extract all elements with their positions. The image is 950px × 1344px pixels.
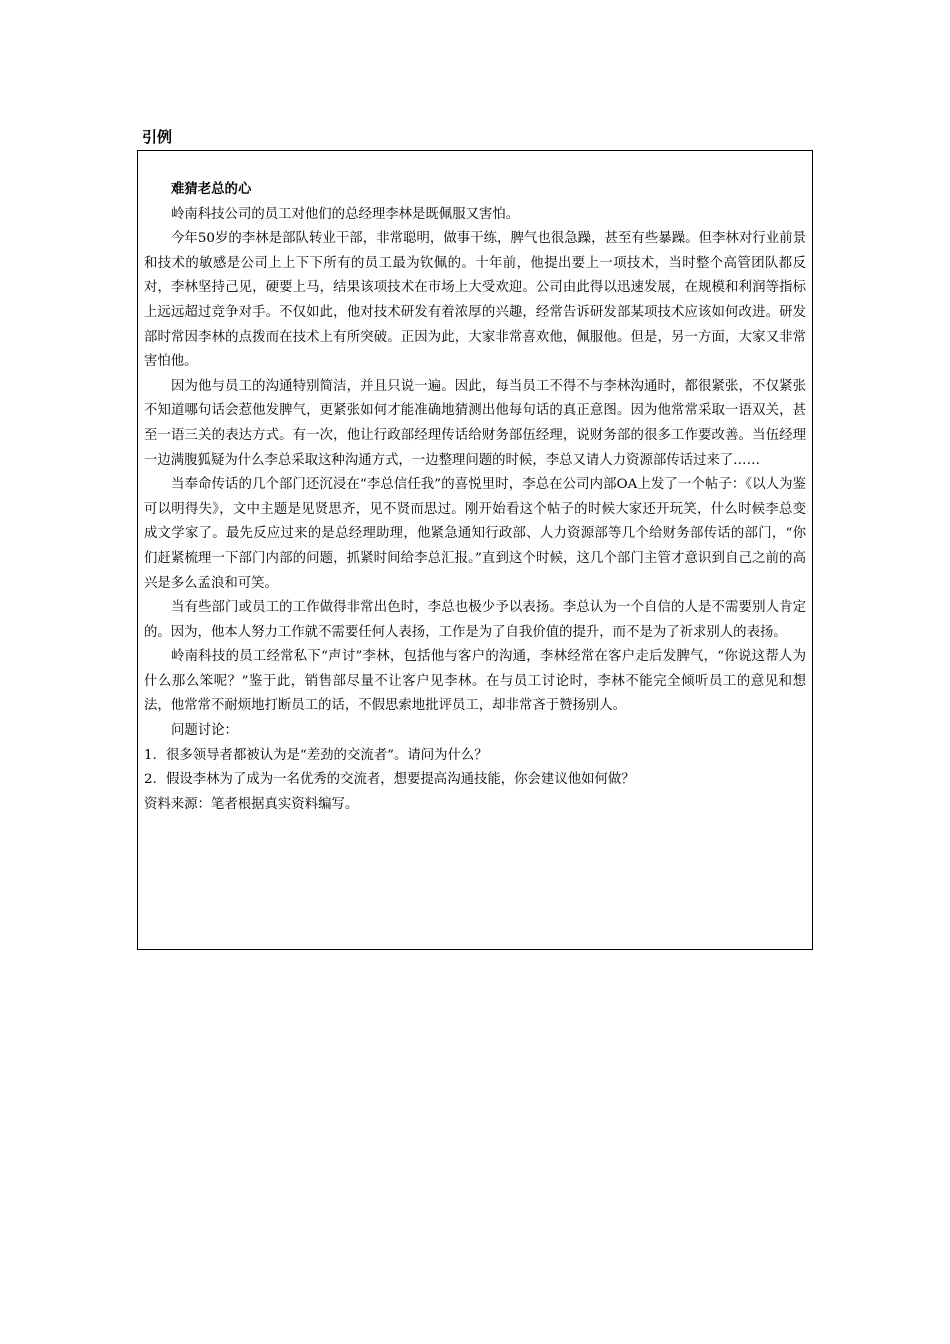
question-text: 很多领导者都被认为是“差劲的交流者”。请问为什么？ bbox=[166, 747, 488, 763]
discussion-label: 问题讨论： bbox=[171, 723, 238, 739]
question-number: 2. bbox=[144, 772, 157, 788]
discussion-question bbox=[144, 744, 806, 769]
section-label: 引例 bbox=[142, 128, 173, 146]
case-paragraph: 当奉命传话的几个部门还沉浸在“李总信任我”的喜悦里时，李总在公司内部OA上发了一个帖子：《以人为鉴可以明得失》，文中主题是见贤思齐，见不贤而思过。刚开始看这个帖子的时候大家还开玩笑，什么时候李总变成文学家了。最先反应过来的是总经理助理，他紧急通知行政部、人力资源部等几个给财务部传话的部门，“你们赶紧梳理一下部门内部的问题，抓紧时间给李总汇报。”直到这个时候，这几个部门主管才意识到自己之前的高兴是多么孟浪和可笑。 bbox=[144, 477, 806, 591]
case-study-box bbox=[137, 150, 813, 950]
question-text: 假设李林为了成为一名优秀的交流者，想要提高沟通技能，你会建议他如何做？ bbox=[166, 772, 635, 788]
case-paragraph: 岭南科技的员工经常私下“声讨”李林，包括他与客户的沟通，李林经常在客户走后发脾气，“你说这帮人为什么那么笨呢？”鉴于此，销售部尽量不让客户见李林。在与员工讨论时，李林不能完全倾听员工的意见和想法，他常常不耐烦地打断员工的话，不假思索地批评员工，却非常吝于赞扬别人。 bbox=[144, 649, 806, 714]
case-title: 难猜老总的心 bbox=[171, 182, 252, 197]
case-paragraph: 当有些部门或员工的工作做得非常出色时，李总也极少予以表扬。李总认为一个自信的人是不需要别人肯定的。因为，他本人努力工作就不需要任何人表扬，工作是为了自我价值的提升，而不是为了祈求别人的表扬。 bbox=[144, 600, 806, 640]
case-paragraph: 因为他与员工的沟通特别简洁，并且只说一遍。因此，每当员工不得不与李林沟通时，都很紧张，不仅紧张不知道哪句话会惹他发脾气，更紧张如何才能准确地猜测出他每句话的真正意图。因为他常常采取一语双关，甚至一语三关的表达方式。有一次，他让行政部经理传话给财务部伍经理，说财务部的很多工作要改善。当伍经理一边满腹狐疑为什么李总采取这种沟通方式，一边整理问题的时候，李总又请人力资源部传话过来了…… bbox=[144, 378, 806, 468]
discussion-question bbox=[144, 768, 806, 793]
question-number: 1. bbox=[144, 747, 157, 763]
case-paragraph: 岭南科技公司的员工对他们的总经理李林是既佩服又害怕。 bbox=[171, 206, 520, 222]
source-note: 资料来源：笔者根据真实资料编写。 bbox=[144, 796, 359, 812]
case-paragraph: 今年50岁的李林是部队转业干部，非常聪明，做事干练，脾气也很急躁，甚至有些暴躁。但李林对行业前景和技术的敏感是公司上上下下所有的员工最为钦佩的。十年前，他提出要上一项技术，当时整个高管团队都反对，李林坚持己见，硬要上马，结果该项技术在市场上大受欢迎。公司由此得以迅速发展，在规模和利润等指标上远远超过竞争对手。不仅如此，他对技术研发有着浓厚的兴趣，经常告诉研发部某项技术应该如何改进。研发部时常因李林的点拨而在技术上有所突破。正因为此，大家非常喜欢他，佩服他。但是，另一方面，大家又非常害怕他。 bbox=[144, 231, 806, 370]
